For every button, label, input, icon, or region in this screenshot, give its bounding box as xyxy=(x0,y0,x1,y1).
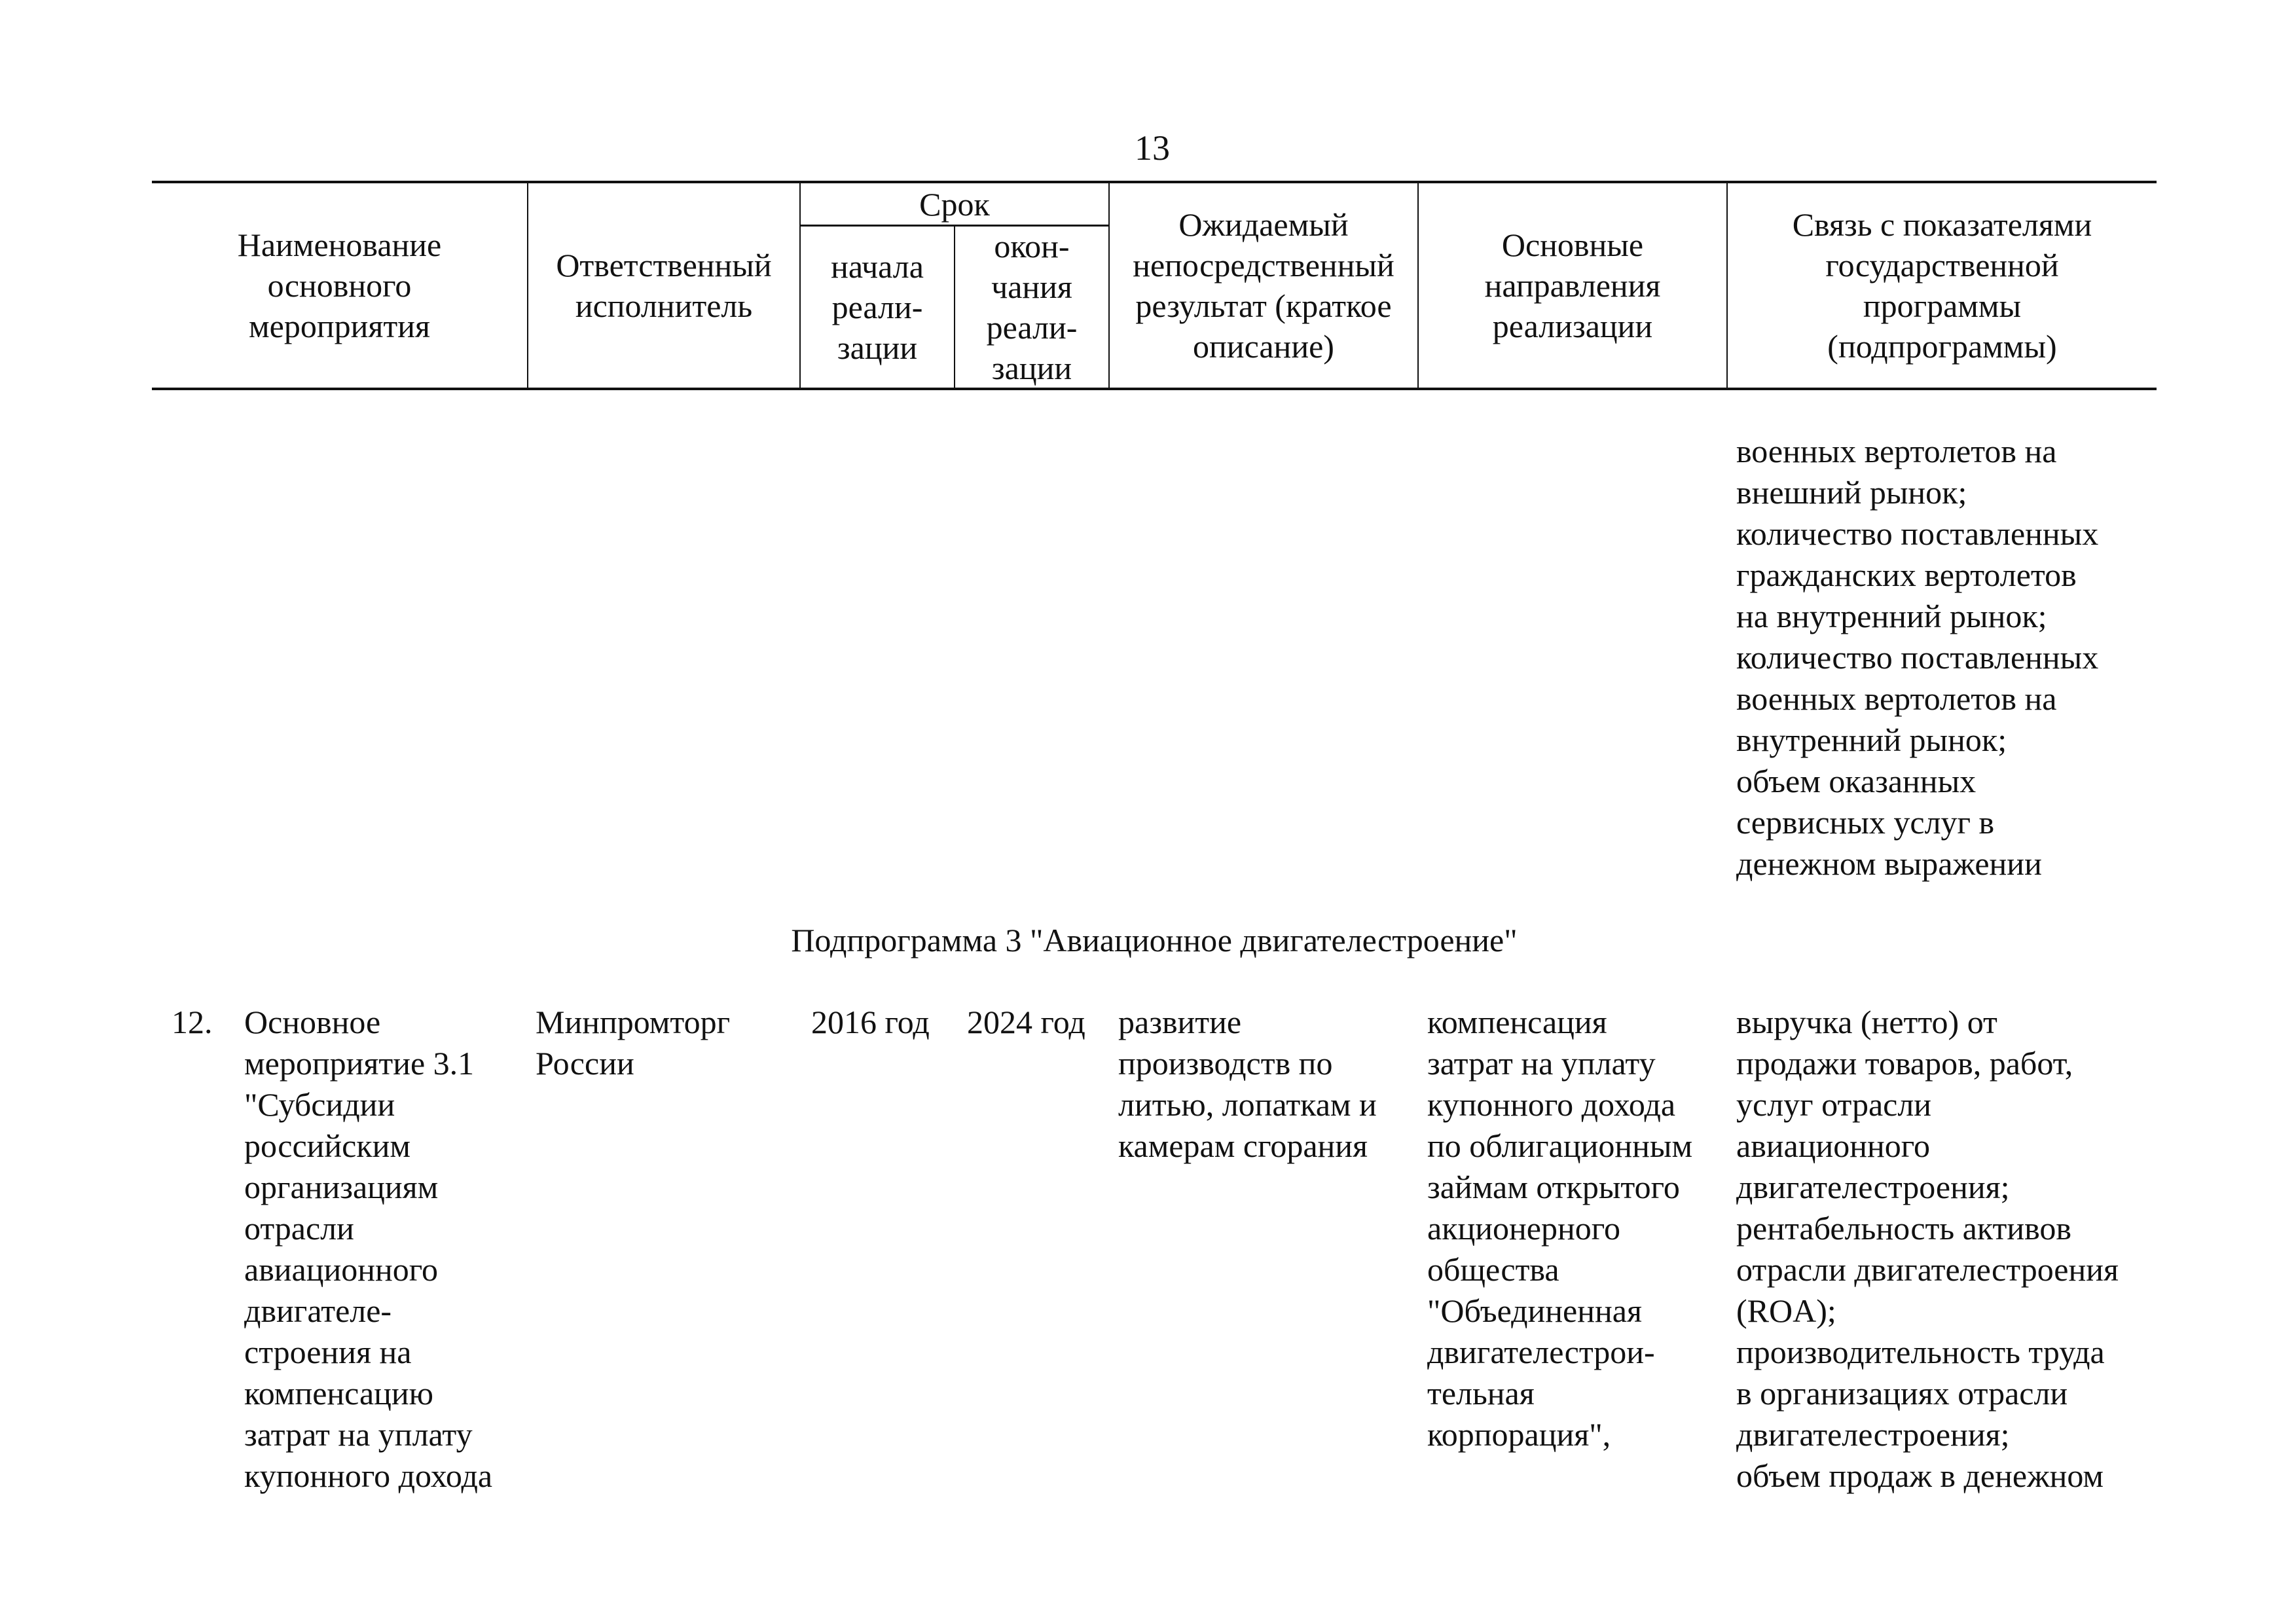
row-start: 2016 год xyxy=(811,1004,930,1040)
subprogram-title: Подпрограмма 3 "Авиационное двигателестроение" xyxy=(791,922,1518,958)
page-number: 13 xyxy=(1135,128,1170,168)
header-name: Наименование основного мероприятия xyxy=(237,227,442,344)
header-responsible: Ответственный исполнитель xyxy=(556,247,772,324)
row-number: 12. xyxy=(172,1004,213,1040)
row-result: развитие производств по литью, лопаткам и камерам сгорания xyxy=(1118,1004,1377,1164)
header-directions: Основные направления реализации xyxy=(1484,227,1661,344)
continued-indicators: военных вертолетов на внешний рынок; количество поставленных гражданских вертолетов на внутренний рынок; количество поставленных военных вертолетов на внутренний рынок; объем оказанных сервисных услуг в денежном выражении xyxy=(1736,433,2099,882)
row-end: 2024 год xyxy=(967,1004,1085,1040)
row-responsible: Минпромторг России xyxy=(536,1004,731,1082)
row-indicators: выручка (нетто) от продажи товаров, работ, услуг отрасли авиационного двигателестроения; рентабельность активов отрасли двигателестроения (ROA); производительность труда в организациях отрасли двигателестроения; объем продаж в денежном xyxy=(1736,1004,2119,1494)
row-directions: компенсация затрат на уплату купонного дохода по облигационным займам открытого акционерного общества "Объединенная двигателестрои- тельная корпорация", xyxy=(1427,1004,1693,1453)
header-bottom-rule xyxy=(152,388,2157,390)
header-start: начала реали- зации xyxy=(831,248,924,366)
header-indicators: Связь с показателями государственной программы (подпрограммы) xyxy=(1792,206,2092,365)
row-name: Основное мероприятие 3.1 "Субсидии российским организациям отрасли авиационного двигателе- строения на компенсацию затрат на уплату купонного дохода xyxy=(244,1004,493,1494)
header-end: окон- чания реали- зации xyxy=(986,228,1078,386)
header-term: Срок xyxy=(919,185,990,223)
header-result: Ожидаемый непосредственный результат (краткое описание) xyxy=(1133,206,1394,365)
